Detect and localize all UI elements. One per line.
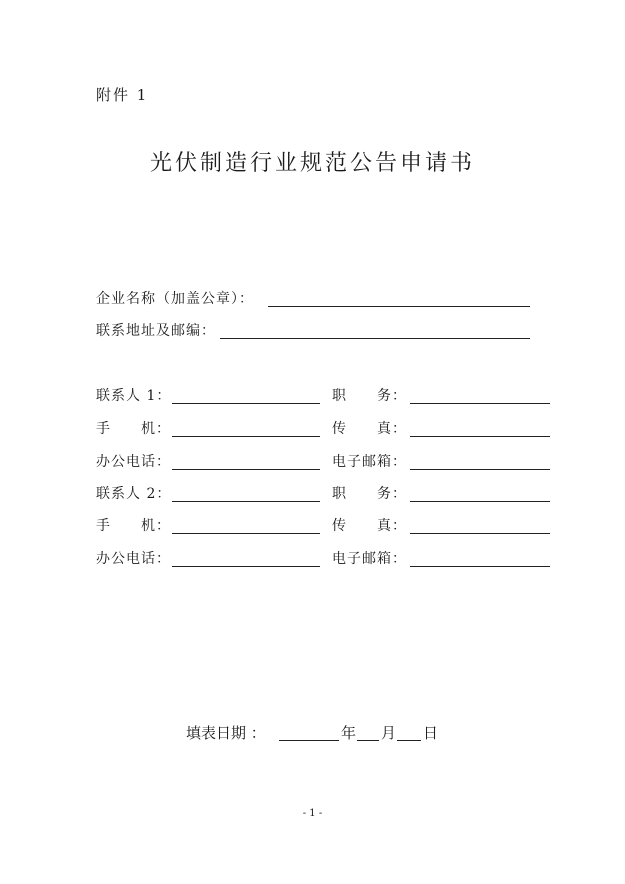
contact1-position-label: 职 务： bbox=[332, 388, 407, 404]
page-number: - 1 - bbox=[302, 808, 323, 819]
contact1-fax-field[interactable] bbox=[410, 420, 550, 437]
date-month-label: 月 bbox=[381, 724, 397, 742]
contact2-label: 联系人 2： bbox=[96, 486, 172, 502]
page-title: 光伏制造行业规范公告申请书 bbox=[149, 151, 475, 176]
contact2-position-label: 职 务： bbox=[332, 486, 407, 502]
contact2-phone-label: 办公电话： bbox=[96, 551, 171, 567]
contact1-phone-field[interactable] bbox=[172, 453, 320, 470]
contact2-mobile-label: 手 机： bbox=[96, 518, 171, 534]
contact2-email-label: 电子邮箱： bbox=[332, 551, 407, 567]
date-label: 填表日期 ： bbox=[186, 724, 266, 742]
contact1-mobile-field[interactable] bbox=[172, 420, 320, 437]
date-year-label: 年 bbox=[341, 724, 357, 742]
date-month-field[interactable] bbox=[357, 724, 379, 741]
contact2-email-field[interactable] bbox=[410, 550, 550, 567]
company-name-label: 企业名称（加盖公章）： bbox=[96, 291, 254, 307]
contact1-email-label: 电子邮箱： bbox=[332, 454, 407, 470]
contact2-fax-label: 传 真： bbox=[332, 518, 407, 534]
date-year-field[interactable] bbox=[279, 724, 339, 741]
date-day-label: 日 bbox=[423, 724, 439, 742]
date-day-field[interactable] bbox=[397, 724, 421, 741]
contact1-name-field[interactable] bbox=[172, 387, 320, 404]
address-field[interactable] bbox=[220, 322, 530, 339]
attachment-label: 附件 1 bbox=[96, 86, 149, 104]
contact2-name-field[interactable] bbox=[172, 485, 320, 502]
contact1-email-field[interactable] bbox=[410, 453, 550, 470]
contact1-position-field[interactable] bbox=[410, 387, 550, 404]
contact1-mobile-label: 手 机： bbox=[96, 421, 171, 437]
contact1-fax-label: 传 真： bbox=[332, 421, 407, 437]
company-name-field[interactable] bbox=[268, 290, 530, 307]
contact1-label: 联系人 1： bbox=[96, 388, 172, 404]
contact2-position-field[interactable] bbox=[410, 485, 550, 502]
contact2-mobile-field[interactable] bbox=[172, 517, 320, 534]
contact2-phone-field[interactable] bbox=[172, 550, 320, 567]
contact2-fax-field[interactable] bbox=[410, 517, 550, 534]
address-label: 联系地址及邮编： bbox=[96, 323, 216, 339]
contact1-phone-label: 办公电话： bbox=[96, 454, 171, 470]
